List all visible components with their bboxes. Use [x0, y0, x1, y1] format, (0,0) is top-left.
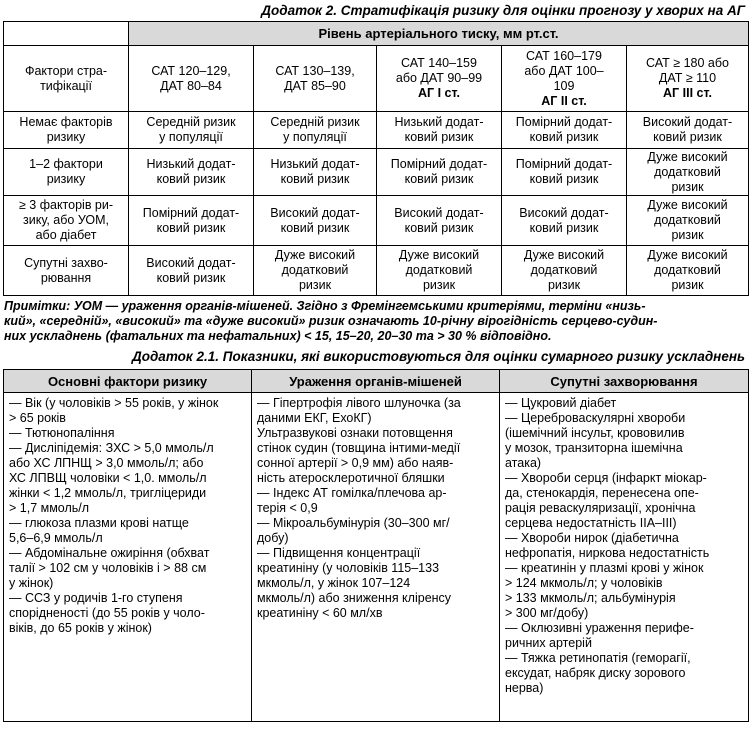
- list-item-line: ексудат, набряк диску зорового: [505, 666, 686, 680]
- list-item-line: да, стенокардія, перенесена опе-: [505, 486, 699, 500]
- cell-text-line: Низький додат-: [146, 157, 236, 171]
- row-header-cell: [4, 149, 129, 196]
- cell-text-line: ковий ризик: [404, 220, 474, 235]
- risk-cell: [254, 149, 377, 196]
- header-comorbidities: Супутні захворювання: [500, 370, 749, 393]
- appendix-2-title: Додаток 2. Стратифікація ризику для оцінки прогнозу у хворих на АГ: [261, 3, 745, 18]
- list-item-line: спорідненості (до 55 років у чоло-: [9, 606, 205, 620]
- list-item-line: — Дисліпідемія: ЗХС > 5,0 ммоль/л: [9, 441, 214, 455]
- list-item-line: — Хвороби нирок (діабетична: [505, 531, 679, 545]
- cell-text-line: ≥ 3 факторів ри-: [18, 198, 114, 212]
- cell-text-line: Середній ризик: [270, 115, 360, 129]
- risk-cell: [254, 112, 377, 149]
- column-header-line: САТ 130–139,: [275, 63, 355, 78]
- cell-text-line: Дуже високий: [274, 248, 356, 262]
- header-main-risk-factors: Основні фактори ризику: [4, 370, 252, 393]
- risk-cell: [627, 246, 749, 296]
- risk-cell: [129, 196, 254, 246]
- cell-text-line: ковий ризик: [529, 220, 599, 235]
- list-item-line: стінок судин (товщина інтими-медії: [257, 441, 461, 455]
- header-target-organ-damage: Ураження органів-мішеней: [252, 370, 500, 393]
- list-item-line: терія < 0,9: [257, 501, 318, 515]
- column-header-line: тифікації: [40, 78, 92, 93]
- cell-text-line: Низький додат-: [270, 157, 360, 171]
- cell-text-line: ризик: [671, 278, 704, 292]
- risk-cell: [627, 196, 749, 246]
- column-header-line: САТ 140–159: [401, 56, 477, 70]
- cell-text-line: ковий ризик: [529, 172, 599, 186]
- cell-text-line: Дуже високий: [523, 248, 605, 262]
- target-organ-damage-cell: [252, 393, 500, 722]
- risk-factors-cell: [4, 393, 252, 722]
- risk-cell: [129, 149, 254, 196]
- column-header-line: ДАТ 80–84: [160, 78, 222, 93]
- list-item-line: ність атеросклеротичної бляшки: [257, 471, 445, 485]
- column-header-cell: [129, 46, 254, 112]
- cell-text-line: Дуже високий: [398, 248, 480, 262]
- list-item-line: > 1,7 ммоль/л: [9, 501, 90, 515]
- risk-cell: [254, 246, 377, 296]
- risk-cell: [502, 112, 627, 149]
- list-item-line: у мозок, транзиторна ішемічна: [505, 441, 683, 455]
- comorbidities-cell: [500, 393, 749, 722]
- cell-text-line: ковий ризик: [529, 130, 599, 144]
- cell-text-line: додатковий: [281, 263, 349, 277]
- hypertension-grade-label: АГ ІІ ст.: [541, 93, 587, 108]
- cell-text-line: ковий ризик: [280, 172, 350, 186]
- cell-text-line: додатковий: [654, 164, 721, 179]
- cell-text-line: Високий додат-: [642, 115, 733, 129]
- cell-text-line: Помірний додат-: [515, 115, 613, 129]
- list-item-line: сонної артерії > 0,9 мм) або наяв-: [257, 456, 454, 470]
- cell-text-line: Високий додат-: [394, 205, 484, 220]
- table-row: [4, 246, 749, 296]
- list-item-line: добу): [257, 531, 289, 545]
- row-header-cell: [4, 246, 129, 296]
- cell-text-line: або діабет: [35, 228, 97, 242]
- notes: [0, 296, 751, 347]
- column-header-row: [4, 46, 749, 112]
- bp-level-header: Рівень артеріального тиску, мм рт.ст.: [129, 22, 749, 46]
- appendix-2-1-title: Додаток 2.1. Показники, які використовуються для оцінки сумарного ризику ускладнень: [131, 349, 745, 364]
- cell-text-line: ковий ризик: [156, 220, 226, 235]
- list-item-line: даними ЕКГ, ЕхоКГ): [257, 411, 372, 425]
- cell-text-line: ковий ризик: [280, 220, 350, 235]
- cell-text-line: ковий ризик: [653, 130, 722, 144]
- cell-text-line: додатковий: [530, 263, 598, 277]
- list-item-line: — Абдомінальне ожиріння (обхват: [9, 546, 210, 560]
- list-item-line: > 300 мг/добу): [505, 606, 589, 620]
- table-row: [4, 149, 749, 196]
- cell-text-line: Помірний додат-: [515, 157, 613, 171]
- column-header-line: САТ ≥ 180 або: [646, 56, 729, 70]
- risk-indicators-table: [3, 369, 749, 722]
- cell-text-line: ризику: [46, 172, 86, 186]
- cell-text-line: Високий додат-: [270, 205, 360, 220]
- risk-cell: [377, 149, 502, 196]
- risk-cell: [254, 196, 377, 246]
- list-item-line: — Тяжка ретинопатія (геморагії,: [505, 651, 691, 665]
- cell-text-line: Дуже високий: [647, 248, 728, 262]
- list-item-line: — ССЗ у родичів 1-го ступеня: [9, 591, 183, 605]
- column-header-cell: [254, 46, 377, 112]
- list-item-line: — Підвищення концентрації: [257, 546, 421, 560]
- column-header-line: САТ 120–129,: [151, 63, 231, 78]
- list-item-line: жінки < 1,2 ммоль/л, тригліцериди: [9, 486, 207, 500]
- cell-text-line: ковий ризик: [404, 172, 474, 186]
- risk-cell: [627, 149, 749, 196]
- column-header-cell: [377, 46, 502, 112]
- cell-text-line: рювання: [40, 270, 92, 285]
- list-item-line: креатиніну (у чоловіків 115–133: [257, 561, 440, 575]
- risk-stratification-table: [3, 21, 749, 296]
- risk-cell: [627, 112, 749, 149]
- cell-text-line: Помірний додат-: [390, 157, 488, 171]
- risk-cell: [502, 196, 627, 246]
- table-row: [4, 196, 749, 246]
- hypertension-grade-label: АГ ІІІ ст.: [663, 86, 712, 100]
- list-item-line: талії > 102 см у чоловіків і > 88 см: [9, 561, 207, 575]
- cell-text-line: ризику: [46, 130, 86, 144]
- list-item-line: — Хвороби серця (інфаркт міокар-: [505, 471, 707, 485]
- list-item-line: 5,6–6,9 ммоль/л: [9, 531, 103, 545]
- cell-text-line: додатковий: [405, 263, 473, 277]
- list-item-line: — Оклюзивні ураження перифе-: [505, 621, 694, 635]
- column-header-line: або ДАТ 100–: [524, 63, 604, 78]
- cell-text-line: ковий ризик: [156, 270, 226, 285]
- cell-text-line: у популяції: [283, 130, 347, 144]
- list-item-line: нерва): [505, 681, 544, 695]
- list-item-line: креатиніну < 60 мл/хв: [257, 606, 383, 620]
- risk-cell: [502, 246, 627, 296]
- list-item-line: ХС ЛПВЩ чоловіки < 1,0. ммоль/л: [9, 471, 207, 485]
- notes-line: кий», «середній», «високий» та «дуже високий» ризик означають 10-річну вірогідність серцево-судин-: [4, 314, 658, 328]
- cell-text-line: Середній ризик: [146, 115, 236, 129]
- cell-text-line: ризик: [671, 179, 704, 194]
- list-item-line: > 133 мкмоль/л; альбумінурія: [505, 591, 676, 605]
- row-header-cell: [4, 112, 129, 149]
- list-item-line: мкмоль/л) або зниження кліренсу: [257, 591, 452, 605]
- notes-line: Примітки: УОМ — ураження органів-мішеней. Згідно з Фремінгемськими критеріями, терміни «низь-: [4, 299, 646, 313]
- list-item-line: у жінок): [9, 576, 54, 590]
- list-item-line: > 65 років: [9, 411, 66, 425]
- risk-cell: [129, 112, 254, 149]
- risk-cell: [377, 196, 502, 246]
- risk-cell: [502, 149, 627, 196]
- table-row: [4, 112, 749, 149]
- list-item-line: віків, до 65 років у жінок): [9, 621, 152, 635]
- cell-text-line: ризик: [671, 228, 704, 242]
- cell-text-line: 1–2 фактори: [29, 157, 103, 171]
- list-item-line: — Цукровий діабет: [505, 396, 617, 410]
- list-item-line: (ішемічний інсульт, крововилив: [505, 426, 685, 440]
- list-item-line: Ультразвукові ознаки потовщення: [257, 426, 453, 440]
- risk-cell: [377, 112, 502, 149]
- cell-text-line: додатковий: [654, 213, 721, 227]
- column-header-line: САТ 160–179: [526, 48, 602, 63]
- row-header-cell: [4, 196, 129, 246]
- cell-text-line: у популяції: [159, 130, 223, 144]
- cell-text-line: Немає факторів: [19, 115, 113, 129]
- cell-text-line: ризик: [298, 278, 332, 292]
- list-item-line: нефропатія, ниркова недостатність: [505, 546, 710, 560]
- list-item-line: — Тютюнопаління: [9, 426, 115, 440]
- cell-text-line: ковий ризик: [404, 130, 474, 144]
- list-item-line: — Індекс АТ гомілка/плечова ар-: [257, 486, 447, 500]
- column-header-line: або ДАТ 90–99: [395, 71, 483, 85]
- column-header-line: ДАТ 85–90: [284, 78, 346, 93]
- list-item-line: ричних артерій: [505, 636, 592, 650]
- cell-text-line: Помірний додат-: [142, 205, 240, 220]
- list-item-line: мкмоль/л, у жінок 107–124: [257, 576, 411, 590]
- column-header-cell: [627, 46, 749, 112]
- list-item-line: або ХС ЛПНЩ > 3,0 ммоль/л; або: [9, 456, 204, 470]
- cell-text-line: Супутні захво-: [24, 255, 108, 270]
- column-header-line: Фактори стра-: [24, 63, 108, 78]
- list-item-line: серцева недостатність IIA–III): [505, 516, 677, 530]
- cell-text-line: Високий додат-: [146, 255, 236, 270]
- column-header-line: ДАТ ≥ 110: [658, 71, 717, 85]
- cell-text-line: ковий ризик: [156, 172, 226, 186]
- cell-text-line: Низький додат-: [394, 115, 484, 129]
- risk-cell: [377, 246, 502, 296]
- notes-line: них ускладнень (фатальних та нефатальних) < 15, 15–20, 20–30 та > 30 % відповідно.: [4, 329, 552, 343]
- hypertension-grade-label: АГ І ст.: [418, 86, 460, 100]
- column-header-line: 109: [553, 78, 575, 93]
- list-item-line: > 124 мкмоль/л; у чоловіків: [505, 576, 663, 590]
- cell-text-line: Високий додат-: [519, 205, 609, 220]
- list-item-line: рація реваскуляризації, хронічна: [505, 501, 696, 515]
- list-item-line: — креатинін у плазмі крові у жінок: [505, 561, 704, 575]
- list-item-line: — глюкоза плазми крові натще: [9, 516, 189, 530]
- list-item-line: — Гіпертрофія лівого шлуночка (за: [257, 396, 461, 410]
- cell-text-line: Дуже високий: [647, 149, 728, 164]
- column-header-cell: [502, 46, 627, 112]
- cell-text-line: ризик: [422, 278, 456, 292]
- list-item-line: атака): [505, 456, 542, 470]
- list-item-line: — Вік (у чоловіків > 55 років, у жінок: [9, 396, 219, 410]
- cell-text-line: ризик: [547, 278, 581, 292]
- cell-text-line: додатковий: [654, 263, 721, 277]
- list-item-line: — Мікроальбумінурія (30–300 мг/: [257, 516, 450, 530]
- column-header-cell: [4, 46, 129, 112]
- list-item-line: — Цереброваскулярні хвороби: [505, 411, 686, 425]
- blank-corner-cell: [4, 22, 129, 46]
- cell-text-line: зику, або УОМ,: [23, 213, 109, 227]
- risk-cell: [129, 246, 254, 296]
- cell-text-line: Дуже високий: [647, 198, 728, 212]
